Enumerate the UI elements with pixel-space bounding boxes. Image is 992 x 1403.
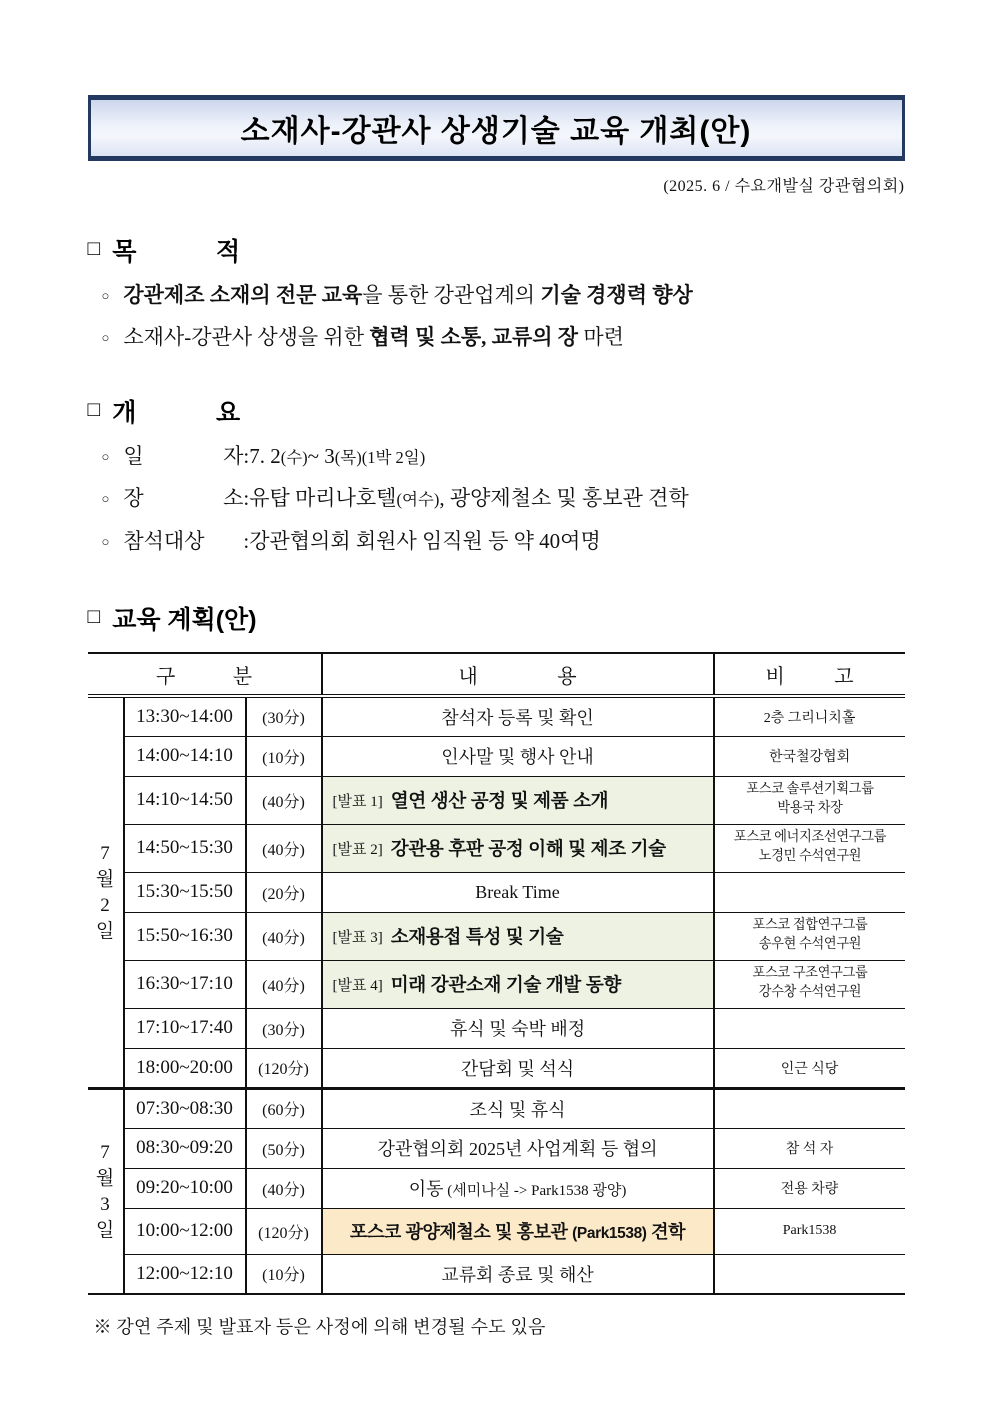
duration-cell: (120分) bbox=[246, 1208, 322, 1254]
tour-text-park: (Park1538) bbox=[572, 1225, 647, 1243]
col-header-group-label: 구 분 bbox=[156, 665, 253, 688]
purpose-item-1 bbox=[102, 280, 905, 310]
circle-bullet-icon: ○ bbox=[101, 533, 110, 549]
note-line-1: 포스코 에너지조선연구그룹 bbox=[733, 830, 886, 846]
content-cell: Break Time bbox=[322, 872, 714, 912]
tour-text-2: 견학 bbox=[646, 1222, 686, 1243]
content-cell: 조식 및 휴식 bbox=[322, 1088, 714, 1128]
table-row bbox=[88, 824, 905, 872]
square-bullet-icon: □ bbox=[87, 237, 101, 260]
content-cell-tour bbox=[322, 1208, 714, 1254]
purpose-item-2 bbox=[102, 322, 905, 352]
day1-label bbox=[90, 844, 121, 941]
note-cell bbox=[714, 776, 905, 824]
circle-bullet-icon: ○ bbox=[101, 491, 110, 507]
date-duration: (1박 2일) bbox=[361, 447, 426, 467]
day2-char: 7 bbox=[100, 1141, 110, 1163]
note-cell: 인근 식당 bbox=[714, 1048, 905, 1088]
duration-cell: (30分) bbox=[246, 1008, 322, 1048]
note-cell bbox=[714, 872, 905, 912]
date-label: 일 자 bbox=[123, 443, 244, 468]
date-colon: : bbox=[243, 443, 250, 468]
table-row bbox=[88, 1254, 905, 1294]
purpose-item-2-bold-1: 협력 및 소통, 교류의 장 bbox=[369, 325, 579, 350]
note-cell: 한국철강협회 bbox=[714, 736, 905, 776]
square-bullet-icon: □ bbox=[87, 605, 101, 629]
note-line-2: 노경민 수석연구원 bbox=[758, 849, 861, 865]
table-row bbox=[88, 736, 905, 776]
time-cell: 17:10~17:40 bbox=[124, 1008, 246, 1048]
col-header-note-label: 비 고 bbox=[765, 665, 854, 688]
purpose-item-1-regular-1: 을 통한 강관업계의 bbox=[362, 283, 541, 307]
time-cell: 08:30~09:20 bbox=[124, 1128, 246, 1168]
presentation-title: 소재용접 특성 및 기술 bbox=[390, 926, 564, 948]
table-row bbox=[88, 1008, 905, 1048]
col-header-group bbox=[88, 653, 322, 696]
day2-char: 3 bbox=[100, 1193, 110, 1215]
time-cell: 14:50~15:30 bbox=[124, 824, 246, 872]
content-main-text: 이동 bbox=[408, 1179, 444, 1200]
attendees-value: 강관협의회 회원사 임직원 등 약 40여명 bbox=[249, 528, 601, 553]
duration-cell: (20分) bbox=[246, 872, 322, 912]
schedule-table bbox=[88, 652, 905, 1295]
note-cell bbox=[714, 824, 905, 872]
content-cell: 교류회 종료 및 해산 bbox=[322, 1254, 714, 1294]
presentation-prefix: [발표 1] bbox=[332, 793, 383, 810]
place-colon: : bbox=[243, 486, 250, 511]
square-bullet-icon: □ bbox=[87, 397, 101, 421]
duration-cell: (30分) bbox=[246, 696, 322, 736]
schedule-heading-label: 교육 계획(안) bbox=[112, 606, 257, 635]
day1-cell bbox=[88, 696, 124, 1088]
schedule-header-row bbox=[88, 653, 905, 696]
duration-cell: (40分) bbox=[246, 1168, 322, 1208]
purpose-item-2-regular-1: 소재사-강관사 상생을 위한 bbox=[123, 325, 370, 350]
overview-heading-label: 개 요 bbox=[112, 398, 241, 427]
note-line-1: 포스코 솔루션기획그룹 bbox=[745, 782, 874, 798]
time-cell: 15:30~15:50 bbox=[124, 872, 246, 912]
note-cell: 전용 차량 bbox=[714, 1168, 905, 1208]
content-cell: 휴식 및 숙박 배정 bbox=[322, 1008, 714, 1048]
table-row bbox=[88, 776, 905, 824]
duration-cell: (10分) bbox=[246, 736, 322, 776]
overview-item-date bbox=[102, 441, 905, 471]
day2-cell bbox=[88, 1088, 124, 1294]
place-city: (여수) bbox=[396, 490, 440, 510]
time-cell: 15:50~16:30 bbox=[124, 912, 246, 960]
note-line-1: 포스코 구조연구그룹 bbox=[752, 966, 867, 982]
section-heading-purpose bbox=[88, 232, 905, 268]
content-cell-presentation-4 bbox=[322, 960, 714, 1008]
place-value-1: 유탑 마리나호텔 bbox=[249, 486, 397, 511]
presentation-title: 강관용 후판 공정 이해 및 제조 기술 bbox=[390, 838, 666, 860]
circle-bullet-icon: ○ bbox=[101, 288, 110, 303]
duration-cell: (40分) bbox=[246, 824, 322, 872]
section-heading-schedule bbox=[88, 600, 905, 636]
note-cell bbox=[714, 1008, 905, 1048]
table-row bbox=[88, 912, 905, 960]
purpose-item-1-bold-2: 기술 경쟁력 향상 bbox=[540, 283, 693, 307]
day1-char: 일 bbox=[95, 920, 115, 942]
purpose-item-1-bold-1: 강관제조 소재의 전문 교육 bbox=[123, 283, 363, 307]
purpose-heading-label: 목 적 bbox=[112, 238, 241, 266]
col-header-content-label: 내 용 bbox=[458, 665, 577, 688]
note-cell: Park1538 bbox=[714, 1208, 905, 1254]
col-header-content bbox=[322, 653, 714, 696]
time-cell: 16:30~17:10 bbox=[124, 960, 246, 1008]
time-cell: 18:00~20:00 bbox=[124, 1048, 246, 1088]
circle-bullet-icon: ○ bbox=[101, 448, 110, 464]
overview-item-attendees bbox=[102, 526, 905, 556]
content-cell-presentation-3 bbox=[322, 912, 714, 960]
place-value-2: , 광양제철소 및 홍보관 견학 bbox=[439, 486, 689, 511]
duration-cell: (40分) bbox=[246, 776, 322, 824]
note-cell bbox=[714, 960, 905, 1008]
purpose-items bbox=[88, 280, 905, 353]
col-header-note bbox=[714, 653, 905, 696]
table-row bbox=[88, 960, 905, 1008]
overview-item-place bbox=[102, 483, 905, 513]
date-value: 7. 2 bbox=[249, 443, 281, 468]
tour-text-1: 포스코 광양제철소 및 홍보관 bbox=[349, 1222, 573, 1243]
date-value-2: ~ 3 bbox=[307, 443, 335, 468]
document-subtitle: (2025. 6 / 수요개발실 강관협의회) bbox=[663, 178, 905, 195]
time-cell: 09:20~10:00 bbox=[124, 1168, 246, 1208]
content-cell-presentation-2 bbox=[322, 824, 714, 872]
note-cell bbox=[714, 912, 905, 960]
content-cell bbox=[322, 1168, 714, 1208]
duration-cell: (40分) bbox=[246, 912, 322, 960]
attendees-label: 참석대상 bbox=[123, 528, 205, 553]
content-small-text: (세미나실 -> Park1538 광양) bbox=[443, 1183, 627, 1200]
time-cell: 13:30~14:00 bbox=[124, 696, 246, 736]
table-row bbox=[88, 1128, 905, 1168]
footnote: ※ 강연 주제 및 발표자 등은 사정에 의해 변경될 수도 있음 bbox=[93, 1317, 546, 1338]
time-cell: 14:10~14:50 bbox=[124, 776, 246, 824]
time-cell: 12:00~12:10 bbox=[124, 1254, 246, 1294]
day1-char: 2 bbox=[100, 894, 110, 916]
presentation-prefix: [발표 3] bbox=[332, 929, 383, 946]
table-row bbox=[88, 696, 905, 736]
content-cell: 강관협의회 2025년 사업계획 등 협의 bbox=[322, 1128, 714, 1168]
note-line-1: 포스코 접합연구그룹 bbox=[752, 918, 867, 934]
duration-cell: (60分) bbox=[246, 1088, 322, 1128]
note-cell: 참 석 자 bbox=[714, 1128, 905, 1168]
time-cell: 10:00~12:00 bbox=[124, 1208, 246, 1254]
presentation-title: 미래 강관소재 기술 개발 동향 bbox=[390, 974, 621, 996]
day2-char: 월 bbox=[95, 1167, 115, 1189]
day2-char: 일 bbox=[95, 1219, 115, 1241]
content-cell-presentation-1 bbox=[322, 776, 714, 824]
note-cell bbox=[714, 1088, 905, 1128]
content-cell: 인사말 및 행사 안내 bbox=[322, 736, 714, 776]
note-line-2: 송우현 수석연구원 bbox=[758, 937, 861, 953]
day2-label bbox=[90, 1143, 121, 1240]
duration-cell: (120分) bbox=[246, 1048, 322, 1088]
time-cell: 14:00~14:10 bbox=[124, 736, 246, 776]
table-row bbox=[88, 1208, 905, 1254]
content-cell: 참석자 등록 및 확인 bbox=[322, 696, 714, 736]
duration-cell: (10分) bbox=[246, 1254, 322, 1294]
circle-bullet-icon: ○ bbox=[101, 330, 110, 346]
document-content bbox=[88, 0, 905, 1339]
day1-char: 월 bbox=[95, 868, 115, 890]
table-row bbox=[88, 1088, 905, 1128]
presentation-title: 열연 생산 공정 및 제품 소개 bbox=[390, 790, 609, 812]
title-banner bbox=[88, 95, 905, 161]
note-cell: 2층 그리니치홀 bbox=[763, 710, 856, 726]
presentation-prefix: [발표 4] bbox=[332, 977, 383, 994]
note-line-2: 박용국 차장 bbox=[776, 801, 843, 817]
duration-cell: (50分) bbox=[246, 1128, 322, 1168]
time-cell: 07:30~08:30 bbox=[124, 1088, 246, 1128]
date-weekday-2: (목) bbox=[334, 447, 362, 467]
purpose-item-2-text bbox=[123, 322, 624, 352]
table-row bbox=[88, 1048, 905, 1088]
table-row bbox=[88, 1168, 905, 1208]
duration-cell: (40分) bbox=[246, 960, 322, 1008]
overview-items bbox=[88, 441, 905, 556]
content-cell: 간담회 및 석식 bbox=[322, 1048, 714, 1088]
purpose-item-2-regular-2: 마련 bbox=[578, 325, 624, 350]
attendees-colon: : bbox=[243, 528, 250, 553]
date-weekday-1: (수) bbox=[280, 447, 308, 467]
page-title: 소재사-강관사 상생기술 교육 개최(안) bbox=[240, 115, 752, 148]
note-line-2: 강수창 수석연구원 bbox=[758, 985, 861, 1001]
day1-char: 7 bbox=[100, 842, 110, 864]
section-heading-overview bbox=[88, 393, 905, 429]
table-row bbox=[88, 872, 905, 912]
place-label: 장 소 bbox=[123, 486, 244, 511]
note-cell bbox=[714, 1254, 905, 1294]
presentation-prefix: [발표 2] bbox=[332, 841, 383, 858]
purpose-item-1-text bbox=[123, 280, 692, 310]
